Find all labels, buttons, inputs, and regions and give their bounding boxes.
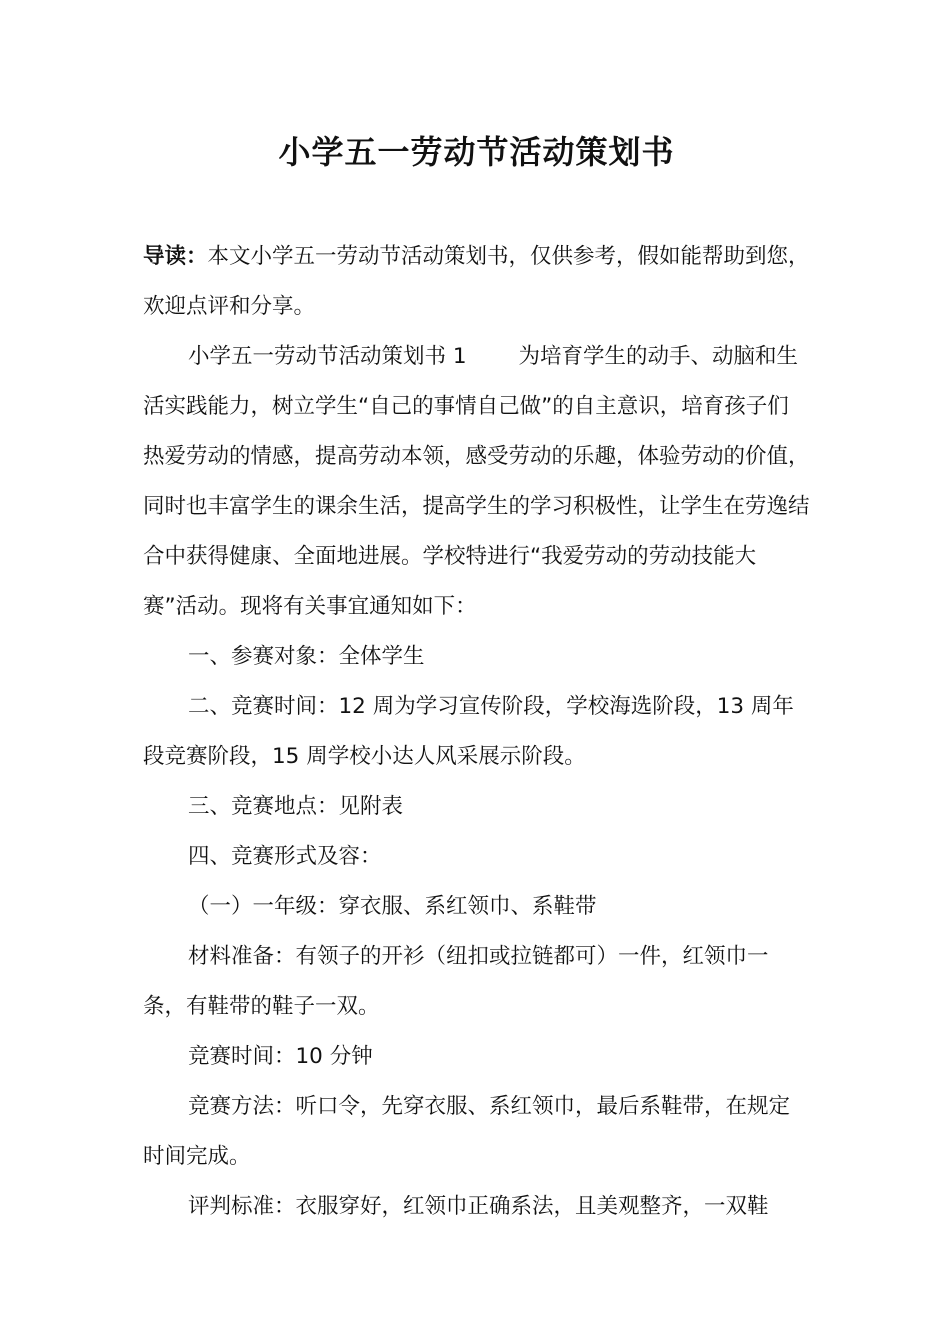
document-title: 小学五一劳动节活动策划书	[278, 133, 675, 171]
paragraph-format: 四、竞赛形式及容：	[188, 844, 382, 869]
intro-paragraph	[143, 332, 810, 632]
paragraph-grade-one: （一）一年级：穿衣服、系红领巾、系鞋带	[188, 894, 597, 919]
document-body	[143, 232, 810, 1232]
paragraph-duration: 竞赛时间：10 分钟	[188, 1044, 373, 1069]
paragraph-schedule: 二、竞赛时间：12 周为学习宣传阶段，学校海选阶段，13 周年段竞赛阶段，15 周学校小达人风采展示阶段。	[143, 694, 794, 769]
paragraph-materials: 材料准备：有领子的开衫（纽扣或拉链都可）一件，红领巾一条，有鞋带的鞋子一双。	[143, 944, 769, 1019]
paragraph-participants: 一、参赛对象：全体学生	[188, 644, 425, 669]
lead-paragraph	[143, 232, 810, 332]
paragraph-criteria: 评判标准：衣服穿好，红领巾正确系法，且美观整齐，一双鞋	[188, 1194, 769, 1219]
paragraph-location: 三、竞赛地点：见附表	[188, 794, 404, 819]
section-heading: 小学五一劳动节活动策划书 1	[188, 344, 467, 369]
lead-text: 本文小学五一劳动节活动策划书，仅供参考，假如能帮助到您，欢迎点评和分享。	[143, 244, 810, 319]
paragraph-method: 竞赛方法：听口令，先穿衣服、系红领巾，最后系鞋带，在规定时间完成。	[143, 1094, 791, 1169]
lead-label: 导读：	[143, 244, 208, 269]
intro-text: 为培育学生的动手、动脑和生活实践能力，树立学生“自己的事情自己做”的自主意识，培育孩子们热爱劳动的情感，提高劳动本领，感受劳动的乐趣，体验劳动的价值，同时也丰富学生的课余生活，提高学生的学习积极性，让学生在劳逸结合中获得健康、全面地进展。学校特进行“我爱劳动的劳动技能大赛”活动。现将有关事宜通知如下：	[143, 344, 810, 619]
